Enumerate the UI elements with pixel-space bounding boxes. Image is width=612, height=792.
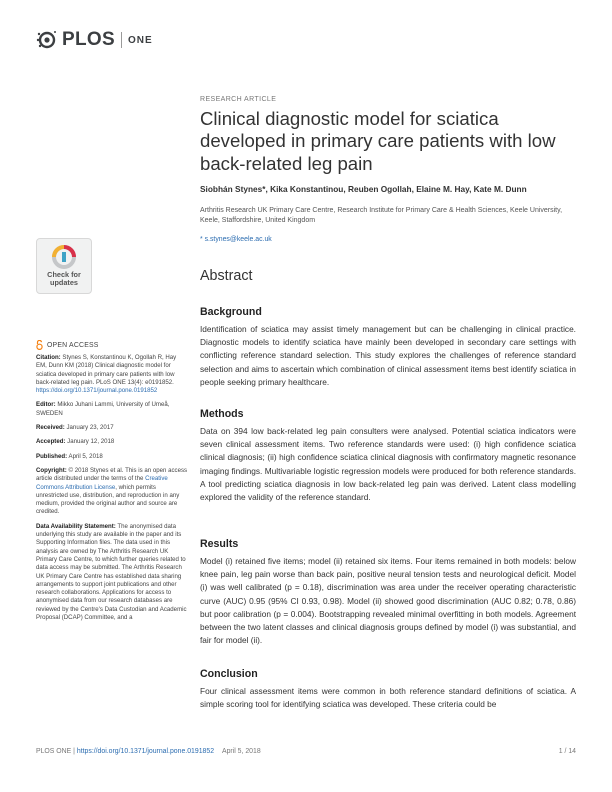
received-block: Received: January 23, 2017: [36, 424, 114, 432]
data-availability-block: Data Availability Statement: The anonymised data underlying this study are available in the paper and its Supporting Information files. The data used in this analysis are owned by The Arthritis Research UK Primary Care Centre, to which further queries related to data access may be submitted. The Arthritis Research UK Primary Care Centre has established data sharing arrangements to support joint publications and other research collaborations. Applications for access to anonymised data from our research databases are reviewed by the Centre's Data Custodian and Academic Proposal (DCAP) Committee, and a: [36, 522, 187, 622]
methods-heading: Methods: [200, 408, 244, 420]
author-list: Siobhán Stynes*, Kika Konstantinou, Reuben Ogollah, Elaine M. Hay, Kate M. Dunn: [200, 184, 527, 194]
copyright-block: Copyright: © 2018 Stynes et al. This is an open access article distributed under the terms of the Creative Commons Attribution License, which permits unrestricted use, distribution, and reproduction in any medium, provided the original author and source are credited.: [36, 466, 188, 516]
footer-date: April 5, 2018: [221, 748, 261, 755]
results-text: Model (i) retained five items; model (ii) retained six items. Four items remained in both models: below knee pain, leg pain worse than back pain, positive neural tension tests and neurological deficit. Model (i) was well calibrated (p = 0.18), discrimination was area under the receiver operating characteristic curve (AUC) 0.95 (95% CI 0.93, 0.98). Model (ii) showed good discrimination (AUC 0.82; 0.78, 0.86) but poor calibration (p = 0.004). Bootstrapping revealed minimal overfitting in both models. Agreement between the two latent classes and clinical diagnosis groups defined by model (i) was substantial, and fair for model (ii).: [200, 556, 576, 646]
conclusion-heading: Conclusion: [200, 668, 258, 680]
methods-text: Data on 394 low back-related leg pain consulters were analysed. Potential sciatica indicators were seven clinical assessment items. Two reference standards were used: (i) high confidence sciatica clinical diagnosis; (ii) high confidence sciatica clinical diagnosis with confirmatory magnetic resonance imaging findings. Multivariable logistic regression models were produced for both reference standards. A tool predicting sciatica diagnosis in low back-related leg pain was derived. Latent class modelling explored the validity of the reference standard.: [200, 426, 576, 503]
background-text: Identification of sciatica may assist timely management but can be challenging in clinical practice. Diagnostic models to identify sciatica have mainly been developed in secondary care settings with conflicting reference standard selection. This study explores the challenges of reference standard selection and aims to ascertain which combination of clinical assessment items best identify sciatica in people seeking primary healthcare.: [200, 324, 576, 387]
corresponding-email-link[interactable]: * s.stynes@keele.ac.uk: [200, 236, 272, 243]
plos-logo-icon: [36, 29, 58, 51]
page-number: 1 / 14: [558, 748, 576, 755]
conclusion-text: Four clinical assessment items were common in both reference standard definitions of sciatica. A simple scoring tool for identifying sciatica was developed. These criteria could be: [200, 686, 576, 710]
logo-journal: ONE: [127, 34, 153, 46]
published-block: Published: April 5, 2018: [36, 452, 103, 460]
logo-word: PLOS: [62, 29, 115, 50]
results-heading: Results: [200, 538, 239, 550]
abstract-heading: Abstract: [200, 268, 253, 284]
open-access-badge: [36, 340, 99, 350]
open-access-label: OPEN ACCESS: [47, 341, 99, 349]
accepted-block: Accepted: January 12, 2018: [36, 438, 115, 446]
crossmark-icon: [51, 244, 77, 270]
footer-journal: PLOS ONE: [36, 748, 72, 755]
affiliation: Arthritis Research UK Primary Care Centre, Research Institute for Primary Care & Health Sciences, Keele University, Keele, Staffordshire, United Kingdom: [200, 207, 563, 224]
editor-block: Editor: Mikko Juhani Lammi, University of Umeå, SWEDEN: [36, 401, 170, 417]
article-title: Clinical diagnostic model for sciatica developed in primary care patients with low back-related leg pain: [200, 108, 556, 174]
citation-block: Citation: Stynes S, Konstantinou K, Ogollah R, Hay EM, Dunn KM (2018) Clinical diagnostic model for sciatica developed in primary care patients with low back-related leg pain. PLoS ONE 13(4): e0191852. https://doi.org/10.1371/journal.pone.0191852: [36, 354, 177, 395]
check-updates-label: Check for updates: [47, 270, 81, 287]
check-for-updates-badge[interactable]: [36, 238, 92, 294]
background-heading: Background: [200, 306, 262, 318]
page-footer: PLOS ONE | https://doi.org/10.1371/journal.pone.0191852 April 5, 2018 1 / 14: [36, 748, 576, 755]
license-link[interactable]: Creative Commons Attribution License: [36, 475, 168, 491]
citation-doi-link[interactable]: https://doi.org/10.1371/journal.pone.0191852: [36, 387, 158, 395]
footer-doi-link[interactable]: https://doi.org/10.1371/journal.pone.0191852: [76, 748, 215, 755]
article-metadata: [36, 354, 188, 628]
logo-divider: [121, 32, 122, 48]
article-type: RESEARCH ARTICLE: [200, 96, 277, 103]
plos-one-logo[interactable]: [36, 28, 153, 52]
open-access-lock-icon: [36, 340, 43, 350]
